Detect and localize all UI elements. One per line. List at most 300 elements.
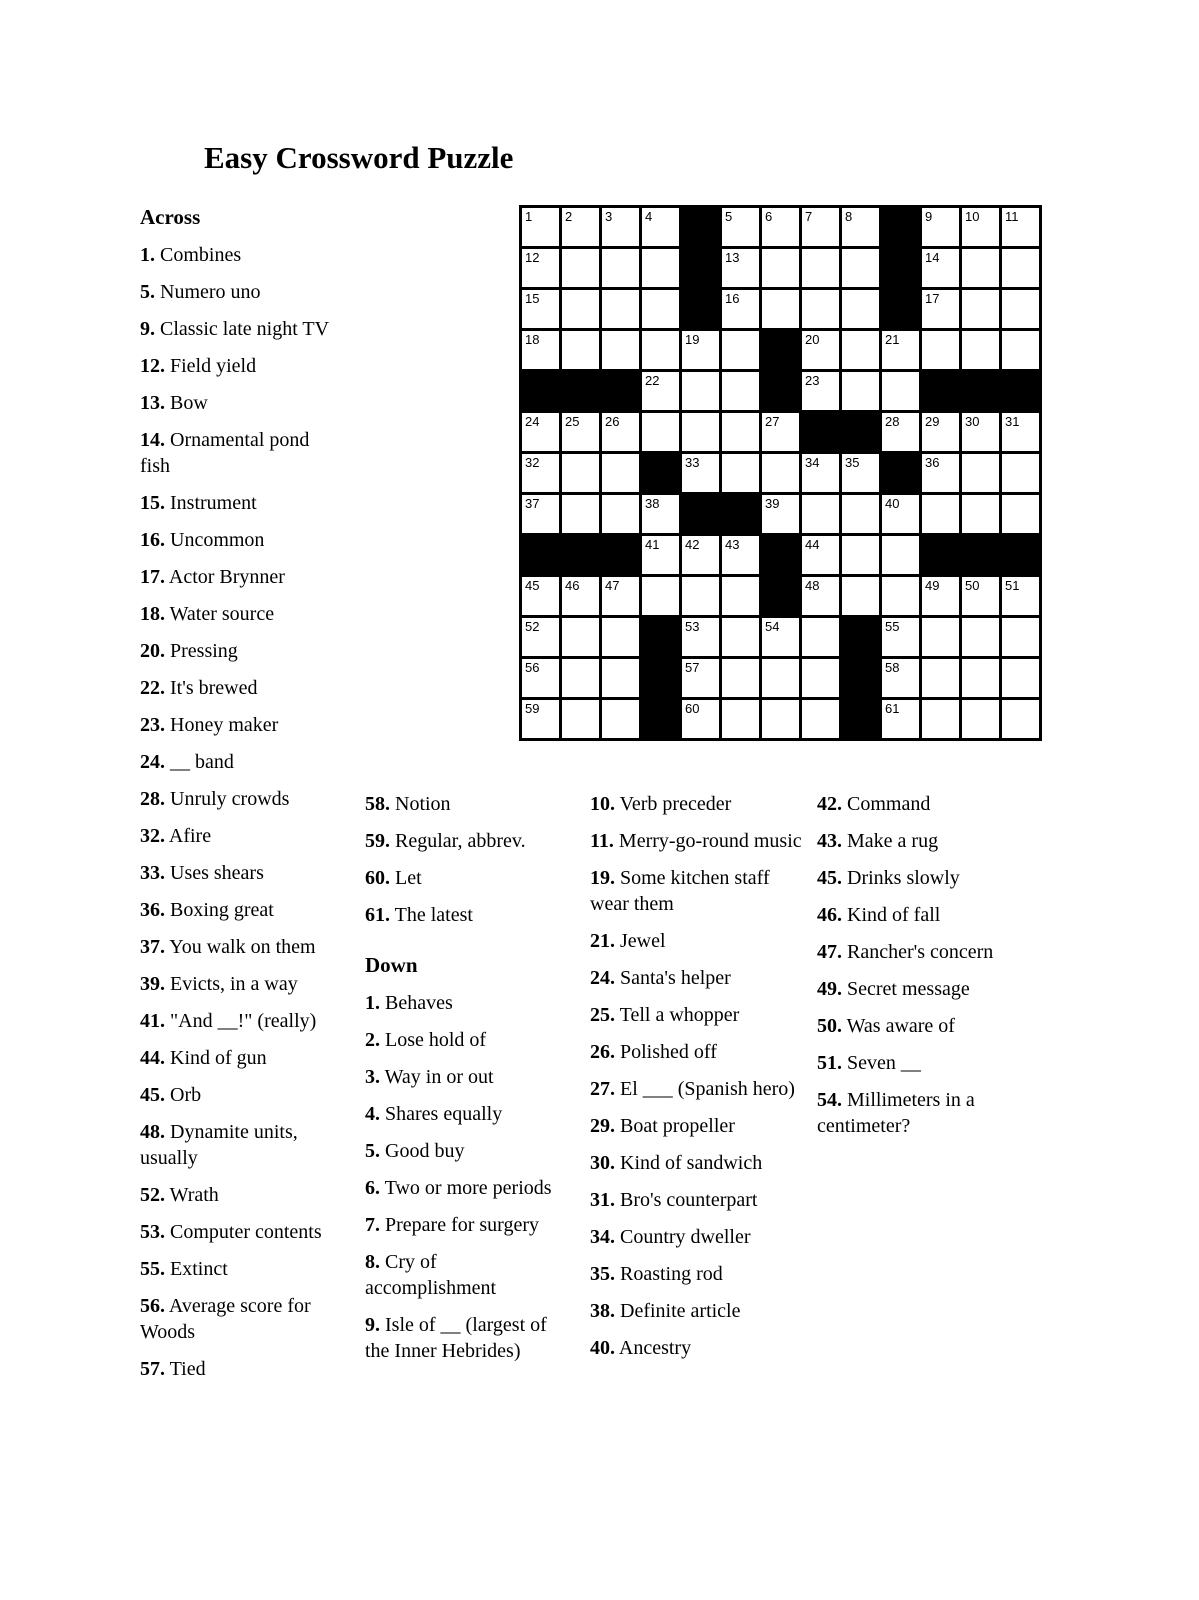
clue-item: 1. Behaves [365,992,453,1014]
cell-number: 55 [885,619,900,634]
clue-item: 36. Boxing great [140,899,274,921]
grid-cell[interactable] [882,536,919,574]
grid-cell[interactable] [922,454,959,492]
grid-cell[interactable] [802,659,839,697]
grid-cell[interactable] [682,700,719,738]
grid-cell[interactable] [762,249,799,287]
grid-cell[interactable] [682,331,719,369]
across-clue-list [140,242,343,1382]
cell-number: 54 [765,619,780,634]
clue-item: 9. Isle of __ (largest of the Inner Hebrides) [365,1314,547,1362]
grid-cell[interactable] [1002,413,1039,451]
clue-number: 24. [140,751,165,773]
black-cell [962,372,999,410]
clue-item: 44. Kind of gun [140,1047,267,1069]
clue-number: 40. [590,1337,615,1359]
clue-item: 5. Good buy [365,1140,465,1162]
grid-cell[interactable] [602,495,639,533]
grid-cell[interactable] [922,659,959,697]
cell-number: 35 [845,455,860,470]
grid-cell[interactable] [762,659,799,697]
grid-cell[interactable] [642,290,679,328]
grid-cell[interactable] [682,659,719,697]
black-cell [882,454,919,492]
black-cell [1002,372,1039,410]
cell-number: 15 [525,291,540,306]
grid-cell[interactable] [762,208,799,246]
grid-cell[interactable] [762,413,799,451]
grid-cell[interactable] [882,372,919,410]
cell-number: 56 [525,660,540,675]
black-cell [642,454,679,492]
grid-cell[interactable] [922,290,959,328]
grid-cell[interactable] [962,331,999,369]
clue-item: 34. Country dweller [590,1226,751,1248]
black-cell [762,536,799,574]
clue-item: 11. Merry-go-round music [590,830,802,852]
clue-item: 50. Was aware of [817,1015,955,1037]
clue-number: 23. [140,714,165,736]
grid-cell[interactable] [642,577,679,615]
clue-number: 44. [140,1047,165,1069]
black-cell [802,413,839,451]
grid-cell[interactable] [802,618,839,656]
grid-cell[interactable] [722,659,759,697]
clue-item: 53. Computer contents [140,1221,322,1243]
clue-item: 56. Average score for Woods [140,1295,311,1343]
clue-number: 38. [590,1300,615,1322]
grid-cell[interactable] [882,700,919,738]
grid-cell[interactable] [722,208,759,246]
grid-cell[interactable] [722,454,759,492]
grid-cell[interactable] [962,577,999,615]
clue-item: 29. Boat propeller [590,1115,735,1137]
clue-item: 7. Prepare for surgery [365,1214,540,1236]
grid-cell[interactable] [722,290,759,328]
grid-cell[interactable] [802,577,839,615]
grid-cell[interactable] [522,454,559,492]
grid-cell[interactable] [842,208,879,246]
cell-number: 37 [525,496,540,511]
clue-number: 51. [817,1052,842,1074]
down-clue-list-2 [590,791,802,1361]
grid-cell[interactable] [762,700,799,738]
grid-cell[interactable] [1002,577,1039,615]
clue-number: 24. [590,967,615,989]
cell-number: 5 [725,209,733,224]
clue-item: 6. Two or more periods [365,1177,552,1199]
across-header: Across [140,205,201,229]
cell-number: 43 [725,537,740,552]
grid-cell[interactable] [962,618,999,656]
cell-number: 6 [765,209,773,224]
grid-cell[interactable] [562,618,599,656]
grid-cell[interactable] [562,577,599,615]
grid-cell[interactable] [602,700,639,738]
clue-item: 25. Tell a whopper [590,1004,740,1026]
clue-number: 39. [140,973,165,995]
clue-number: 31. [590,1189,615,1211]
clue-item: 9. Classic late night TV [140,318,330,340]
black-cell [762,372,799,410]
cell-number: 21 [885,332,900,347]
clue-number: 7. [365,1214,380,1236]
clues-column-3 [590,791,802,1372]
grid-cell[interactable] [522,659,559,697]
grid-cell[interactable] [802,208,839,246]
clue-number: 9. [365,1314,380,1336]
grid-cell[interactable] [522,290,559,328]
grid-cell[interactable] [802,290,839,328]
grid-cell[interactable] [922,618,959,656]
clue-number: 37. [140,936,165,958]
black-cell [882,290,919,328]
grid-cell[interactable] [562,290,599,328]
cell-number: 2 [565,209,573,224]
grid-cell[interactable] [842,536,879,574]
clue-item: 22. It's brewed [140,677,258,699]
clue-number: 26. [590,1041,615,1063]
cell-number: 49 [925,578,940,593]
cell-number: 32 [525,455,540,470]
grid-cell[interactable] [762,618,799,656]
black-cell [642,659,679,697]
clue-item: 24. __ band [140,751,234,773]
clue-item: 46. Kind of fall [817,904,941,926]
grid-cell[interactable] [882,331,919,369]
grid-cell[interactable] [682,454,719,492]
clue-number: 45. [817,867,842,889]
clue-item: 18. Water source [140,603,275,625]
cell-number: 39 [765,496,780,511]
clue-item: 55. Extinct [140,1258,228,1280]
grid-cell[interactable] [722,249,759,287]
black-cell [522,372,559,410]
cell-number: 47 [605,578,620,593]
grid-cell[interactable] [922,208,959,246]
grid-cell[interactable] [882,413,919,451]
grid-cell[interactable] [922,495,959,533]
grid-cell[interactable] [962,290,999,328]
grid-cell[interactable] [682,577,719,615]
black-cell [882,208,919,246]
grid-cell[interactable] [642,495,679,533]
black-cell [922,372,959,410]
grid-cell[interactable] [522,331,559,369]
clue-number: 59. [365,830,390,852]
clue-item: 21. Jewel [590,930,666,952]
cell-number: 27 [765,414,780,429]
clue-item: 27. El ___ (Spanish hero) [590,1078,795,1100]
grid-cell[interactable] [562,413,599,451]
clue-item: 33. Uses shears [140,862,264,884]
grid-cell[interactable] [522,208,559,246]
grid-cell[interactable] [722,372,759,410]
grid-cell[interactable] [562,700,599,738]
grid-cell[interactable] [602,290,639,328]
cell-number: 8 [845,209,853,224]
clue-number: 11. [590,830,614,852]
grid-cell[interactable] [682,372,719,410]
clues-column-4 [817,791,1022,1150]
grid-cell[interactable] [922,700,959,738]
black-cell [682,208,719,246]
cell-number: 46 [565,578,580,593]
clue-number: 29. [590,1115,615,1137]
cell-number: 14 [925,250,940,265]
cell-number: 4 [645,209,653,224]
grid-cell[interactable] [1002,659,1039,697]
grid-cell[interactable] [642,413,679,451]
clue-number: 14. [140,429,165,451]
grid-cell[interactable] [642,208,679,246]
clue-number: 46. [817,904,842,926]
grid-cell[interactable] [762,454,799,492]
black-cell [762,331,799,369]
black-cell [522,536,559,574]
grid-cell[interactable] [802,495,839,533]
clue-number: 17. [140,566,165,588]
grid-cell[interactable] [922,249,959,287]
clue-number: 43. [817,830,842,852]
cell-number: 61 [885,701,900,716]
cell-number: 57 [685,660,700,675]
grid-cell[interactable] [562,659,599,697]
clue-number: 58. [365,793,390,815]
grid-cell[interactable] [802,454,839,492]
grid-cell[interactable] [802,331,839,369]
grid-cell[interactable] [1002,290,1039,328]
grid-cell[interactable] [562,495,599,533]
grid-cell[interactable] [1002,331,1039,369]
grid-cell[interactable] [802,249,839,287]
grid-cell[interactable] [522,495,559,533]
grid-cell[interactable] [1002,208,1039,246]
cell-number: 26 [605,414,620,429]
grid-cell[interactable] [962,700,999,738]
black-cell [722,495,759,533]
grid-cell[interactable] [922,577,959,615]
grid-cell[interactable] [562,208,599,246]
grid-cell[interactable] [922,413,959,451]
grid-cell[interactable] [962,495,999,533]
grid-cell[interactable] [1002,495,1039,533]
clue-number: 9. [140,318,155,340]
cell-number: 31 [1005,414,1020,429]
cell-number: 25 [565,414,580,429]
clue-number: 45. [140,1084,165,1106]
grid-cell[interactable] [722,700,759,738]
grid-cell[interactable] [1002,454,1039,492]
clue-number: 61. [365,904,390,926]
cell-number: 34 [805,455,820,470]
clue-item: 59. Regular, abbrev. [365,830,526,852]
grid-cell[interactable] [922,331,959,369]
grid-cell[interactable] [602,413,639,451]
grid-cell[interactable] [882,618,919,656]
grid-cell[interactable] [642,331,679,369]
grid-cell[interactable] [602,618,639,656]
grid-cell[interactable] [522,577,559,615]
cell-number: 3 [605,209,613,224]
clue-number: 48. [140,1121,165,1143]
cell-number: 16 [725,291,740,306]
grid-cell[interactable] [602,454,639,492]
clue-item: 60. Let [365,867,422,889]
cell-number: 9 [925,209,933,224]
grid-cell[interactable] [842,454,879,492]
clue-item: 4. Shares equally [365,1103,503,1125]
cell-number: 50 [965,578,980,593]
grid-cell[interactable] [962,208,999,246]
grid-cell[interactable] [562,249,599,287]
grid-cell[interactable] [562,331,599,369]
grid-cell[interactable] [882,495,919,533]
grid-cell[interactable] [642,249,679,287]
grid-cell[interactable] [722,331,759,369]
grid-cell[interactable] [522,700,559,738]
clue-item: 54. Millimeters in a centimeter? [817,1089,975,1137]
grid-cell[interactable] [682,618,719,656]
clue-number: 3. [365,1066,380,1088]
cell-number: 10 [965,209,980,224]
cell-number: 13 [725,250,740,265]
grid-cell[interactable] [602,208,639,246]
grid-cell[interactable] [842,290,879,328]
cell-number: 22 [645,373,660,388]
cell-number: 60 [685,701,700,716]
grid-cell[interactable] [882,577,919,615]
grid-cell[interactable] [602,577,639,615]
crossword-grid [519,205,1042,741]
clue-item: 38. Definite article [590,1300,741,1322]
clue-number: 10. [590,793,615,815]
grid-cell[interactable] [802,372,839,410]
clue-number: 18. [140,603,165,625]
grid-cell[interactable] [1002,618,1039,656]
clue-item: 41. "And __!" (really) [140,1010,317,1032]
grid-cell[interactable] [562,454,599,492]
clue-number: 6. [365,1177,380,1199]
black-cell [562,372,599,410]
clue-item: 35. Roasting rod [590,1263,723,1285]
clue-item: 37. You walk on them [140,936,316,958]
grid-cell[interactable] [842,372,879,410]
clue-item: 1. Combines [140,244,242,266]
grid-cell[interactable] [642,372,679,410]
clue-item: 42. Command [817,793,931,815]
clue-item: 14. Ornamental pond fish [140,429,310,477]
clue-number: 1. [365,992,380,1014]
cell-number: 18 [525,332,540,347]
grid-cell[interactable] [1002,700,1039,738]
clue-item: 30. Kind of sandwich [590,1152,763,1174]
black-cell [1002,536,1039,574]
grid-cell[interactable] [602,331,639,369]
grid-cell[interactable] [722,618,759,656]
grid-cell[interactable] [962,249,999,287]
cell-number: 11 [1005,209,1019,224]
clue-item: 13. Bow [140,392,208,414]
grid-cell[interactable] [842,495,879,533]
clue-item: 28. Unruly crowds [140,788,290,810]
grid-cell[interactable] [842,249,879,287]
grid-cell[interactable] [722,536,759,574]
clue-number: 50. [817,1015,842,1037]
clue-number: 28. [140,788,165,810]
clue-item: 20. Pressing [140,640,238,662]
clue-item: 43. Make a rug [817,830,939,852]
clue-number: 20. [140,640,165,662]
clue-item: 58. Notion [365,793,451,815]
cell-number: 58 [885,660,900,675]
cell-number: 42 [685,537,700,552]
grid-cell[interactable] [962,659,999,697]
clue-number: 32. [140,825,165,847]
clue-item: 17. Actor Brynner [140,566,285,588]
black-cell [682,290,719,328]
grid-cell[interactable] [802,536,839,574]
down-header: Down [365,953,418,977]
grid-cell[interactable] [682,413,719,451]
grid-cell[interactable] [722,413,759,451]
cell-number: 30 [965,414,980,429]
grid-cell[interactable] [522,618,559,656]
clue-number: 52. [140,1184,165,1206]
black-cell [882,249,919,287]
black-cell [602,536,639,574]
grid-cell[interactable] [962,454,999,492]
grid-cell[interactable] [522,249,559,287]
down-clue-list-1 [365,990,570,1364]
grid-cell[interactable] [882,659,919,697]
grid-cell[interactable] [602,249,639,287]
cell-number: 28 [885,414,900,429]
black-cell [682,495,719,533]
cell-number: 7 [805,209,813,224]
grid-cell[interactable] [842,577,879,615]
grid-cell[interactable] [842,331,879,369]
clue-number: 15. [140,492,165,514]
grid-cell[interactable] [522,413,559,451]
grid-cell[interactable] [722,577,759,615]
cell-number: 52 [525,619,540,634]
grid-cell[interactable] [1002,249,1039,287]
grid-cell[interactable] [962,413,999,451]
clue-number: 57. [140,1358,165,1380]
grid-cell[interactable] [762,290,799,328]
black-cell [842,618,879,656]
black-cell [842,659,879,697]
cell-number: 19 [685,332,700,347]
grid-cell[interactable] [602,659,639,697]
clue-number: 4. [365,1103,380,1125]
black-cell [842,700,879,738]
cell-number: 59 [525,701,540,716]
black-cell [682,249,719,287]
grid-cell[interactable] [802,700,839,738]
clue-number: 13. [140,392,165,414]
clue-number: 33. [140,862,165,884]
cell-number: 1 [525,209,533,224]
cell-number: 53 [685,619,700,634]
grid-cell[interactable] [762,495,799,533]
clue-number: 35. [590,1263,615,1285]
clue-number: 49. [817,978,842,1000]
grid-cell[interactable] [642,536,679,574]
grid-cell[interactable] [682,536,719,574]
clue-number: 5. [365,1140,380,1162]
